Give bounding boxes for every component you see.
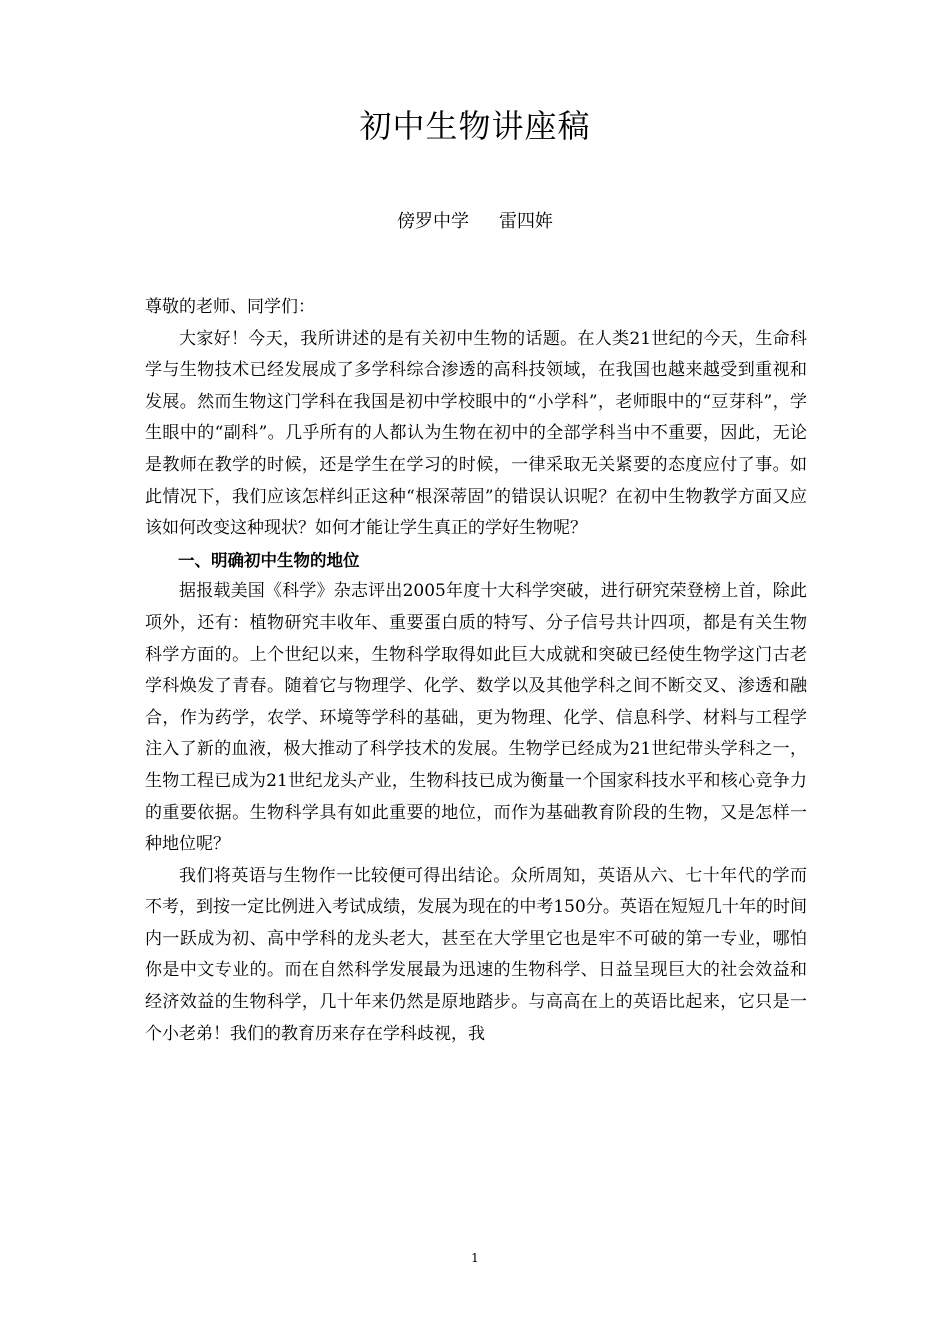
document-body	[145, 292, 807, 1050]
section-heading: 一、明确初中生物的地位	[178, 550, 360, 570]
salutation: 尊敬的老师、同学们：	[145, 297, 315, 317]
page-number: 1	[471, 1251, 479, 1265]
byline	[0, 208, 950, 236]
paragraph-science: 据报载美国《科学》杂志评出2005年度十大科学突破，进行研究荣登榜上首，除此项外，还有：植物研究丰收年、重要蛋白质的特写、分子信号共计四项，都是有关生物科学方面的。上个世纪以来，生物科学取得如此巨大成就和突破已经使生物学这门古老学科焕发了青春。随着它与物理学、化学、数学以及其他学科之间不断交叉、渗透和融合，作为药学，农学、环境等学科的基础，更为物理、化学、信息科学、材料与工程学注入了新的血液，极大推动了科学技术的发展。生物学已经成为21世纪带头学科之一，生物工程已成为21世纪龙头产业，生物科技已成为衡量一个国家科技水平和核心竞争力的重要依据。生物科学具有如此重要的地位，而作为基础教育阶段的生物，又是怎样一种地位呢？	[145, 581, 807, 855]
paragraph-intro: 大家好！今天，我所讲述的是有关初中生物的话题。在人类21世纪的今天，生命科学与生物技术已经发展成了多学科综合渗透的高科技领域，在我国也越来越受到重视和发展。然而生物这门学科在我国是初中学校眼中的“小学科”，老师眼中的“豆芽科”，学生眼中的“副科”。几乎所有的人都认为生物在初中的全部学科当中不重要，因此，无论是教师在教学的时候，还是学生在学习的时候，一律采取无关紧要的态度应付了事。如此情况下，我们应该怎样纠正这种“根深蒂固”的错误认识呢？在初中生物教学方面又应该如何改变这种现状？如何才能让学生真正的学好生物呢？	[145, 328, 807, 539]
school-name: 傍罗中学	[397, 211, 469, 232]
paragraph-comparison: 我们将英语与生物作一比较便可得出结论。众所周知，英语从六、七十年代的学而不考，到按一定比例进入考试成绩，发展为现在的中考150分。英语在短短几十年的时间内一跃成为初、高中学科的龙头老大，甚至在大学里它也是牢不可破的第一专业，哪怕你是中文专业的。而在自然科学发展最为迅速的生物科学、日益呈现巨大的社会效益和经济效益的生物科学，几十年来仍然是原地踏步。与高高在上的英语比起来，它只是一个小老弟！我们的教育历来存在学科歧视，我	[145, 865, 807, 1044]
author-name: 雷四姩	[499, 211, 553, 232]
document-title: 初中生物讲座稿	[359, 107, 591, 145]
